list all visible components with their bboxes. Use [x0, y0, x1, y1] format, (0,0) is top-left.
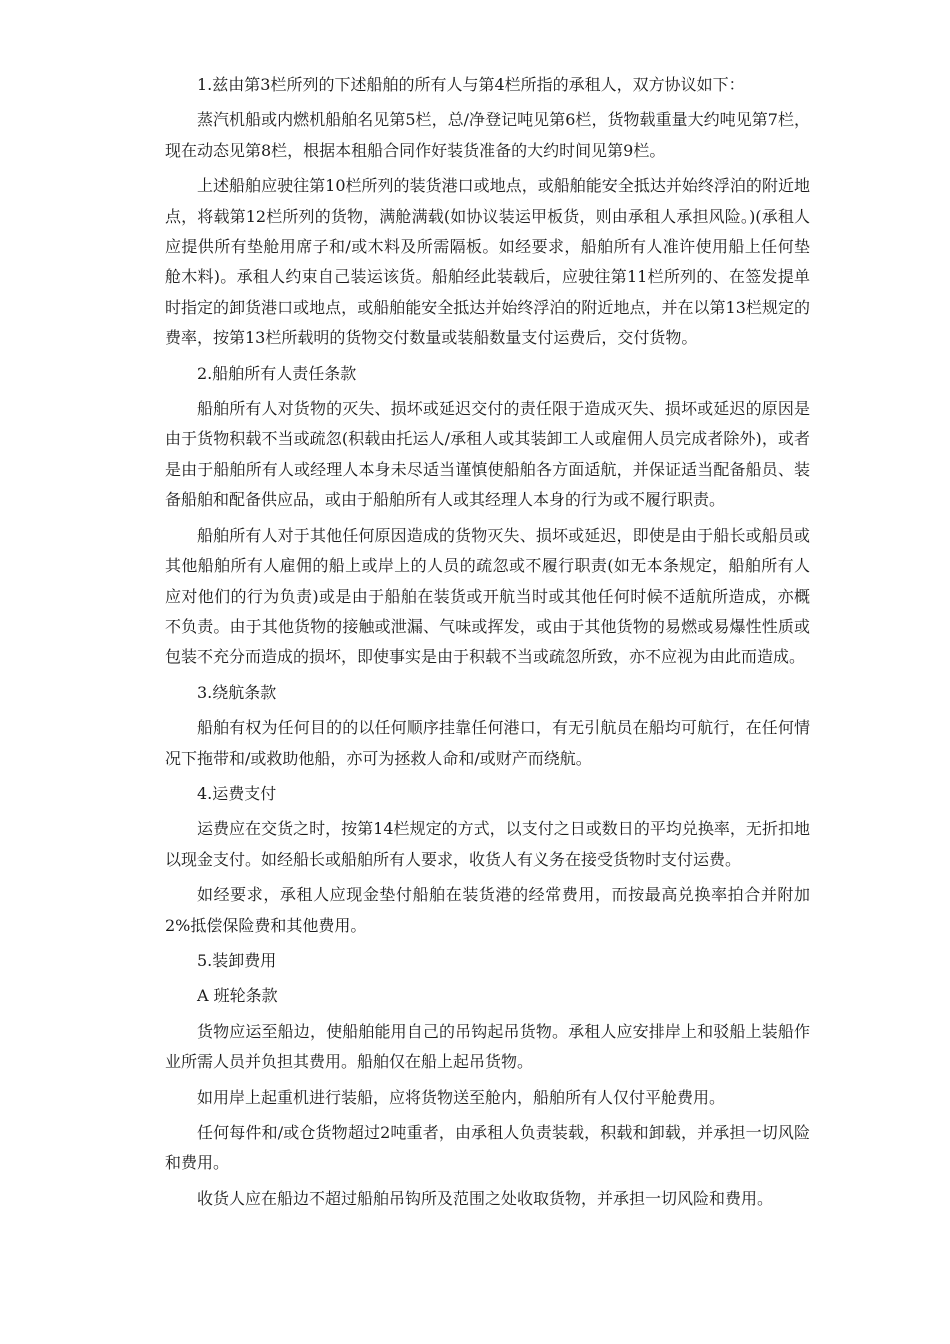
owners-responsibility-paragraph-1: 船舶所有人对货物的灭失、损坏或延迟交付的责任限于造成灭失、损坏或延迟的原因是由于货物积载不当或疏忽(积载由托运人/承租人或其装卸工人或雇佣人员完成者除外)，或者是由于船舶所有人或经理人本身未尽适当谨慎使船舶各方面适航，并保证适当配备船员、装备船舶和配备供应品，或由于船舶所有人或其经理人本身的行为或不履行职责。: [165, 399, 810, 510]
loading-voyage-paragraph: 上述船舶应驶往第10栏所列的装货港口或地点，或船舶能安全抵达并始终浮泊的附近地点，将载第12栏所列的货物，满舱满载(如协议装运甲板货，则由承租人承担风险。)(承租人应提供所有垫舱用席子和/或木料及所需隔板。如经要求，船舶所有人准许使用船上任何垫舱木料)。承租人约束自己装运该货。船舶经此装载后，应驶往第11栏所列的、在签发提单时指定的卸货港口或地点，或船舶能安全抵达并始终浮泊的附近地点，并在以第13栏规定的费率，按第13栏所载明的货物交付数量或装船数量支付运费后，交付货物。: [165, 176, 810, 348]
liner-terms-subheading: A 班轮条款: [197, 986, 278, 1006]
clause-2-heading: 2.船舶所有人责任条款: [197, 363, 357, 383]
heavy-lift-paragraph: 任何每件和/或仓货物超过2吨重者，由承租人负责装载，积载和卸载，并承担一切风险和费用。: [165, 1123, 810, 1173]
receivers-paragraph: 收货人应在船边不超过船舶吊钩所及范围之处收取货物，并承担一切风险和费用。: [197, 1188, 774, 1208]
clause-1-heading: 1.兹由第3栏所列的下述船舶的所有人与第4栏所指的承租人，双方协议如下：: [197, 75, 745, 94]
deviation-paragraph: 船舶有权为任何目的的以任何顺序挂靠任何港口，有无引航员在船均可航行，在任何情况下拖带和/或救助他船，亦可为拯救人命和/或财产而绕航。: [165, 718, 810, 768]
clause-4-heading: 4.运费支付: [197, 783, 277, 803]
loading-costs-paragraph-1: 货物应运至船边，使船舶能用自己的吊钩起吊货物。承租人应安排岸上和驳船上装船作业所需人员并负担其费用。船舶仅在船上起吊货物。: [165, 1021, 810, 1072]
owners-responsibility-paragraph-2: 船舶所有人对于其他任何原因造成的货物灭失、损坏或延迟，即使是由于船长或船员或其他船舶所有人雇佣的船上或岸上的人员的疏忽或不履行职责(如无本条规定，船舶所有人应对他们的行为负责)或是由于船舶在装货或开航当时或其他任何时候不适航所造成，亦概不负责。由于其他货物的接触或泄漏、气味或挥发，或由于其他货物的易燃或易爆性性质或包装不充分而造成的损坏，即使事实是由于积载不当或疏忽所致，亦不应视为由此而造成。: [165, 525, 810, 667]
clause-3-heading: 3.绕航条款: [197, 682, 277, 702]
vessel-particulars-paragraph: 蒸汽机船或内燃机船舶名见第5栏，总/净登记吨见第6栏，货物载重量大约吨见第7栏，现在动态见第8栏，根据本租船合同作好装货准备的大约时间见第9栏。: [165, 110, 810, 160]
document-page: [165, 70, 810, 1219]
loading-costs-paragraph-2: 如用岸上起重机进行装船，应将货物送至舱内，船舶所有人仅付平舱费用。: [197, 1087, 726, 1107]
freight-payment-paragraph-1: 运费应在交货之时，按第14栏规定的方式，以支付之日或数日的平均兑换率，无折扣地以现金支付。如经船长或船舶所有人要求，收货人有义务在接受货物时支付运费。: [165, 819, 810, 869]
clause-5-heading: 5.装卸费用: [197, 950, 277, 970]
freight-payment-paragraph-2: 如经要求，承租人应现金垫付船舶在装货港的经常费用，而按最高兑换率拍合并附加2%抵偿保险费和其他费用。: [165, 885, 810, 935]
